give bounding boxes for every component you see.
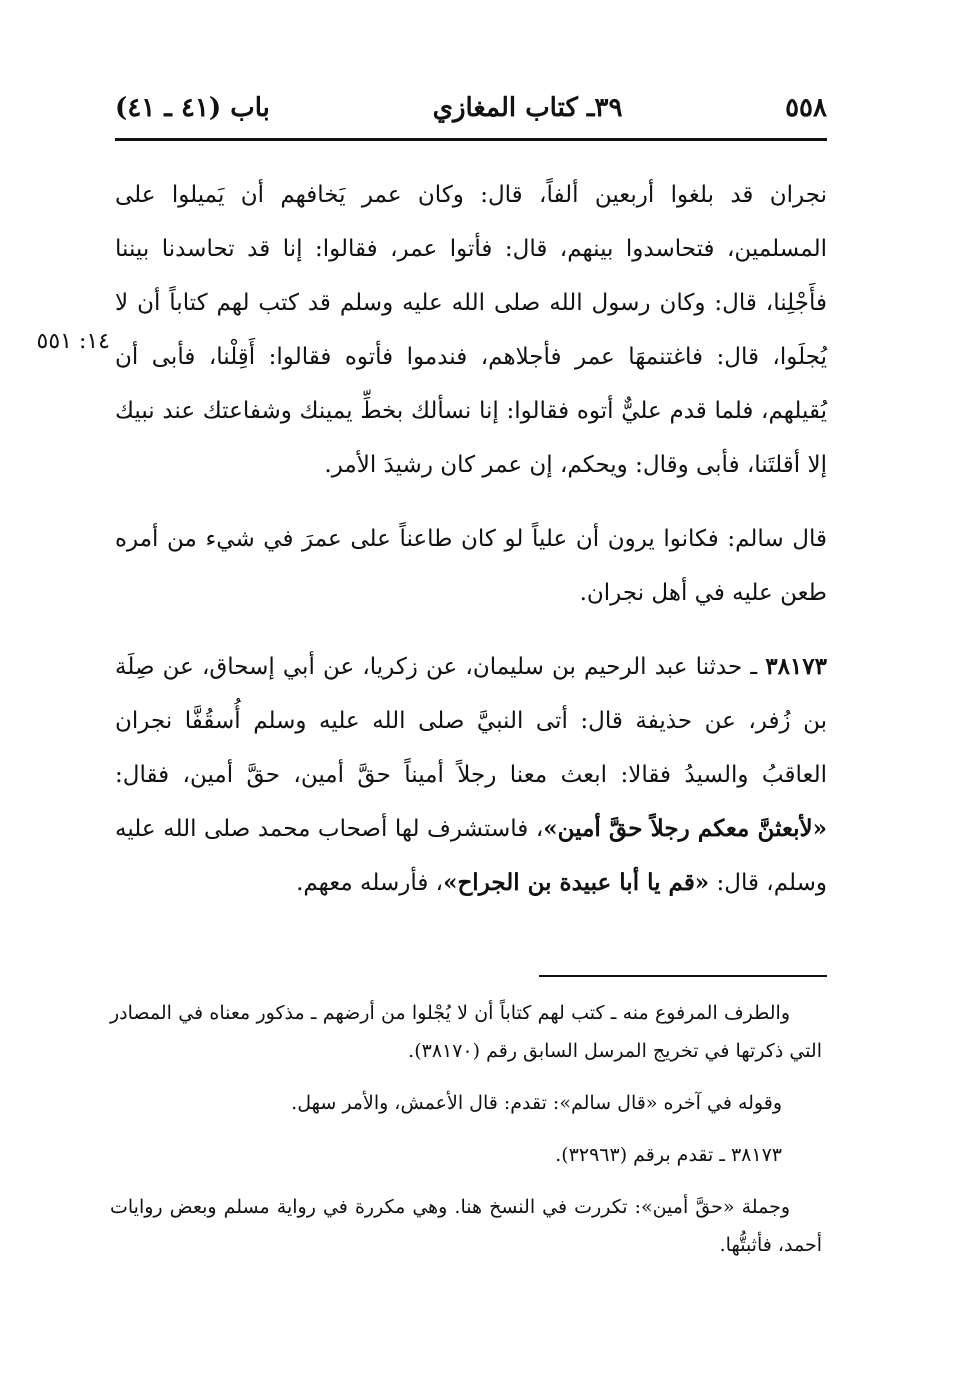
footnote: وجملة «حقَّ أمين»: تكررت في النسخ هنا. وهي مكررة في رواية مسلم وبعض روايات أحمد، فأثبتُّها.	[110, 1196, 822, 1256]
footnote: وقوله في آخره «قال سالم»: تقدم: قال الأعمش، والأمر سهل.	[291, 1092, 782, 1114]
running-header	[115, 86, 827, 130]
page-number: ٥٥٨	[785, 93, 827, 123]
footnotes	[110, 994, 822, 1278]
header-rule	[115, 138, 827, 141]
footnote: والطرف المرفوع منه ـ كتب لهم كتاباً أن لا يُجْلوا من أرضهم ـ مذكور معناه في المصادر التي ذكرتها في تخريج المرسل السابق رقم (٣٨١٧٠).	[110, 1002, 822, 1062]
hadith-text: ، فأرسله معهم.	[296, 870, 444, 896]
paragraph: نجران قد بلغوا أربعين ألفاً، قال: وكان عمر يَخافهم أن يَميلوا على المسلمين، فتحاسدوا بينهم، قال: فأتوا عمر، فقالوا: إنا قد تحاسدنا بيننا فأَجْلِنا، قال: وكان رسول الله صلى الله عليه وسلم قد كتب لهم كتاباً أن لا يُجلَوا، قال: فاغتنمهَا عمر فأجلاهم، فندموا فأتوه فقالوا: أَقِلْنا، فأبى أن يُقيلهم، فلما قدم عليٌّ أتوه فقالوا: إنا نسألك بخطِّ يمينك وشفاعتك عند نبيك إلا أقلتَنا، فأبى وقال: ويحكم، إن عمر كان رشيدَ الأمر.	[115, 182, 827, 478]
chapter-reference: باب (٤١ ـ ٤١)	[115, 93, 270, 123]
prophetic-quote: «قم يا أبا عبيدة بن الجراح»	[443, 869, 710, 896]
hadith-paragraph	[115, 640, 827, 910]
book-title: ٣٩ـ كتاب المغازي	[432, 93, 623, 123]
hadith-text: ، فاستشرف لها أصحاب محمد صلى الله عليه وسلم، قال:	[115, 816, 827, 896]
hadith-number: ٣٨١٧٣	[765, 653, 827, 680]
footnote-separator	[539, 975, 827, 977]
margin-reference: ١٤: ٥٥١	[36, 329, 110, 354]
prophetic-quote: «لأبعثنَّ معكم رجلاً حقَّ أمين»	[543, 815, 827, 842]
hadith-text: ـ حدثنا عبد الرحيم بن سليمان، عن زكريا، عن أبي إسحاق، عن صِلَة بن زُفر، عن حذيفة قال: أتى النبيَّ صلى الله عليه وسلم أُسقُفَّا نجران العاقبُ والسيدُ فقالا: ابعث معنا رجلاً أميناً حقَّ أمين، حقَّ أمين، فقال:	[115, 654, 827, 788]
main-text	[115, 168, 827, 910]
paragraph: قال سالم: فكانوا يرون أن علياً لو كان طاعناً على عمرَ في شيء من أمره طعن عليه في أهل نجران.	[115, 526, 827, 606]
footnote: ٣٨١٧٣ ـ تقدم برقم (٣٢٩٦٣).	[555, 1144, 782, 1166]
